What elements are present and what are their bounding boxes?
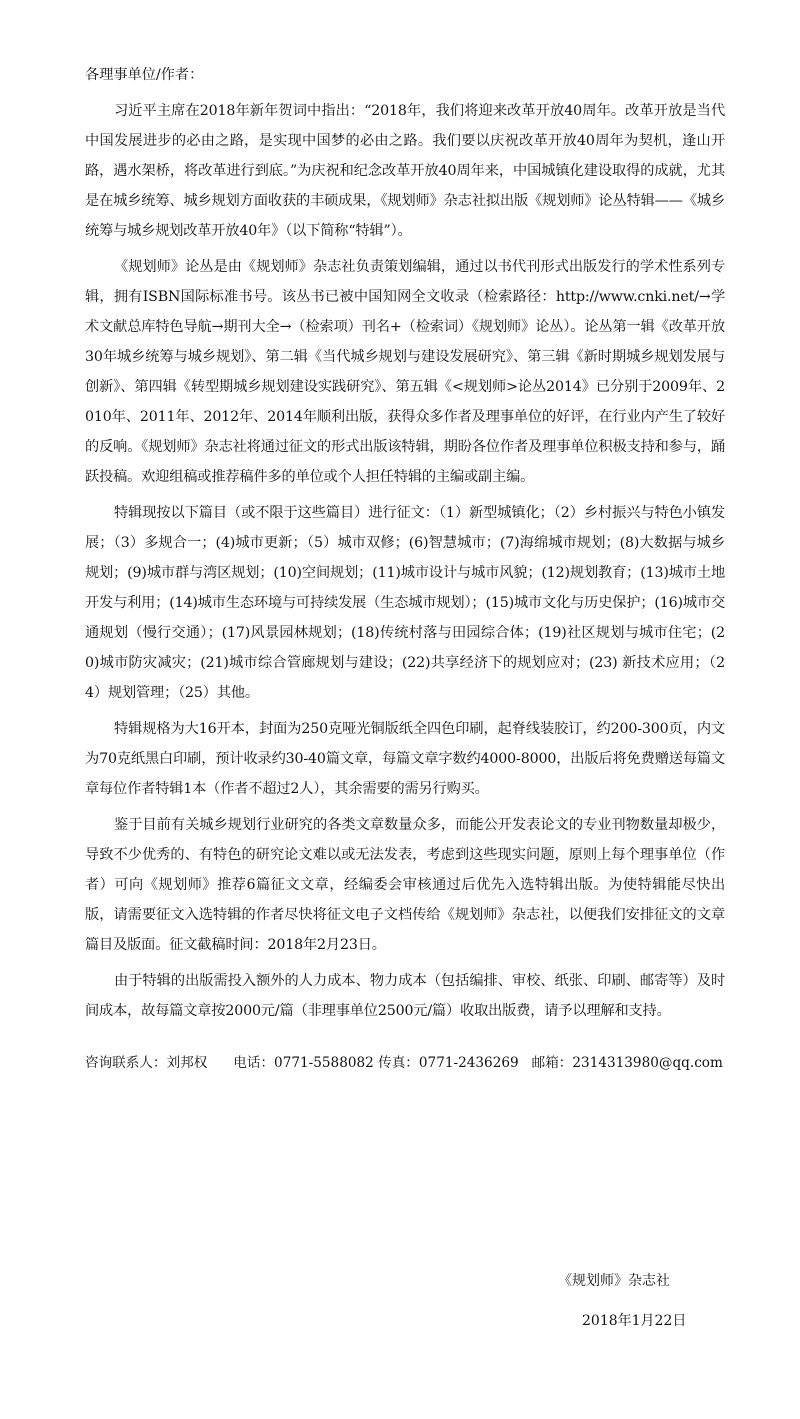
contact-email: 邮箱：2314313980@qq.com [531,1055,723,1071]
greeting: 各理事单位/作者： [85,67,204,83]
letter-date: 2018年1月22日 [582,1313,687,1329]
contact-person: 咨询联系人：刘邦权 [85,1055,208,1071]
paragraph-series: 《规划师》论丛是由《规划师》杂志社负责策划编辑，通过以书代刊形式出版发行的学术性系列专辑，拥有ISBN国际标准书号。该丛书已被中国知网全文收录（检索路径：http://www.cnki.net/→学术文献总库特色导航→期刊大全→（检索项）刊名+（检索词）《规划师》论丛）。论丛第一辑《改革开放30年城乡统筹与城乡规划》、第二辑《当代城乡规划与建设发展研究》、第三辑《新时期城乡规划发展与创新》、第四辑《转型期城乡规划建设实践研究》、第五辑《<规划师>论丛2014》已分别于2009年、2010年、2011年、2012年、2014年顺利出版，获得众多作者及理事单位的好评，在行业内产生了较好的反响。《规划师》杂志社将通过征文的形式出版该特辑，期盼各位作者及理事单位积极支持和参与，踊跃投稿。欢迎组稿或推荐稿件多的单位或个人担任特辑的主编或副主编。 [85,259,725,485]
letter-body [85,60,725,1078]
paragraph-intro: 习近平主席在2018年新年贺词中指出：“2018年，我们将迎来改革开放40周年。改革开放是当代中国发展进步的必由之路，是实现中国梦的必由之路。我们要以庆祝改革开放40周年为契机，逢山开路，遇水架桥，将改革进行到底。”为庆祝和纪念改革开放40周年来，中国城镇化建设取得的成就，尤其是在城乡统筹、城乡规划方面收获的丰硕成果，《规划师》杂志社拟出版《规划师》论丛特辑——《城乡统筹与城乡规划改革开放40年》（以下简称“特辑”）。 [85,103,725,239]
paragraph-topics: 特辑现按以下篇目（或不限于这些篇目）进行征文：（1）新型城镇化；（2）乡村振兴与特色小镇发展；（3）多规合一；(4)城市更新；（5）城市双修；(6)智慧城市；(7)海绵城市规划；(8)大数据与城乡规划；(9)城市群与湾区规划；(10)空间规划；(11)城市设计与城市风貌；(12)规划教育；(13)城市土地开发与利用；(14)城市生态环境与可持续发展（生态城市规划）；(15)城市文化与历史保护；(16)城市交通规划（慢行交通）；(17)风景园林规划；(18)传统村落与田园综合体；(19)社区规划与城市住宅；(20)城市防灾减灾；(21)城市综合管廊规划与建设；(22)共享经济下的规划应对；(23) 新技术应用；（24）规划管理；（25）其他。 [85,505,725,701]
contact-phone: 电话：0771-5588082 [233,1055,374,1071]
contact-line [85,1048,725,1078]
paragraph-fee: 由于特辑的出版需投入额外的人力成本、物力成本（包括编排、审校、纸张、印刷、邮寄等）及时间成本，故每篇文章按2000元/篇（非理事单位2500元/篇）收取出版费，请予以理解和支持。 [85,973,725,1019]
signature: 《规划师》杂志社 [558,1273,670,1289]
paragraph-specs: 特辑规格为大16开本，封面为250克哑光铜版纸全四色印刷，起脊线装胶订，约200-300页，内文为70克纸黑白印刷，预计收录约30-40篇文章，每篇文章字数约4000-8000，出版后将免费赠送每篇文章每位作者特辑1本（作者不超过2人），其余需要的需另行购买。 [85,721,725,797]
contact-fax: 传真：0771-2436269 [378,1055,519,1071]
paragraph-submission: 鉴于目前有关城乡规划行业研究的各类文章数量众多，而能公开发表论文的专业刊物数量却极少，导致不少优秀的、有特色的研究论文难以或无法发表，考虑到这些现实问题，原则上每个理事单位（作者）可向《规划师》推荐6篇征文文章，经编委会审核通过后优先入选特辑出版。为使特辑能尽快出版，请需要征文入选特辑的作者尽快将征文电子文档传给《规划师》杂志社，以便我们安排征文的文章篇目及版面。征文截稿时间：2018年2月23日。 [85,817,725,953]
